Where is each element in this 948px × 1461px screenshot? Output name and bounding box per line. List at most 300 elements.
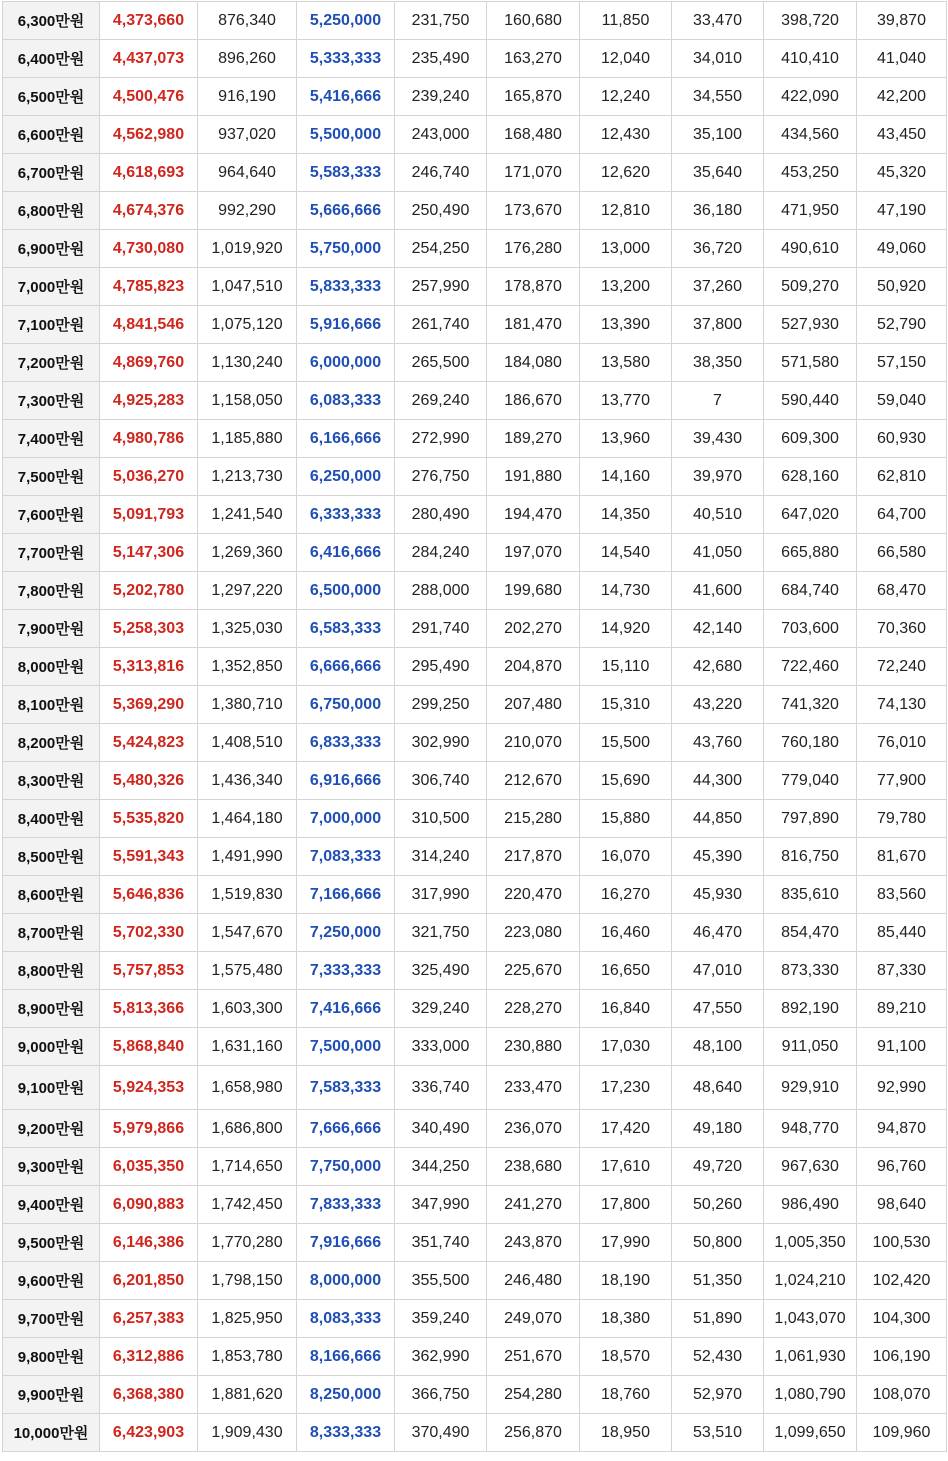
health-insurance-cell: 168,480 — [487, 116, 580, 154]
local-income-tax-cell: 42,200 — [857, 78, 947, 116]
long-term-care-cell: 13,390 — [580, 306, 672, 344]
monthly-gross-cell: 5,250,000 — [297, 2, 395, 40]
employment-insurance-cell: 36,180 — [672, 192, 764, 230]
net-pay-cell: 4,437,073 — [100, 40, 198, 78]
annual-salary-cell: 7,600만원 — [3, 496, 100, 534]
table-row — [3, 1028, 947, 1066]
employment-insurance-cell: 34,010 — [672, 40, 764, 78]
table-row — [3, 724, 947, 762]
monthly-gross-cell: 7,583,333 — [297, 1066, 395, 1110]
total-deduction-cell: 1,241,540 — [198, 496, 297, 534]
national-pension-cell: 243,000 — [395, 116, 487, 154]
local-income-tax-cell: 47,190 — [857, 192, 947, 230]
national-pension-cell: 254,250 — [395, 230, 487, 268]
national-pension-cell: 310,500 — [395, 800, 487, 838]
net-pay-cell: 5,369,290 — [100, 686, 198, 724]
long-term-care-cell: 17,420 — [580, 1110, 672, 1148]
annual-salary-cell: 7,800만원 — [3, 572, 100, 610]
national-pension-cell: 250,490 — [395, 192, 487, 230]
local-income-tax-cell: 62,810 — [857, 458, 947, 496]
net-pay-cell: 4,980,786 — [100, 420, 198, 458]
income-tax-cell: 471,950 — [764, 192, 857, 230]
health-insurance-cell: 197,070 — [487, 534, 580, 572]
employment-insurance-cell: 39,970 — [672, 458, 764, 496]
net-pay-cell: 5,979,866 — [100, 1110, 198, 1148]
local-income-tax-cell: 108,070 — [857, 1376, 947, 1414]
table-row — [3, 914, 947, 952]
long-term-care-cell: 16,270 — [580, 876, 672, 914]
table-row — [3, 1224, 947, 1262]
total-deduction-cell: 1,547,670 — [198, 914, 297, 952]
national-pension-cell: 325,490 — [395, 952, 487, 990]
health-insurance-cell: 176,280 — [487, 230, 580, 268]
net-pay-cell: 4,562,980 — [100, 116, 198, 154]
net-pay-cell: 6,035,350 — [100, 1148, 198, 1186]
monthly-gross-cell: 5,833,333 — [297, 268, 395, 306]
total-deduction-cell: 1,185,880 — [198, 420, 297, 458]
monthly-gross-cell: 6,166,666 — [297, 420, 395, 458]
table-row — [3, 1300, 947, 1338]
employment-insurance-cell: 7 — [672, 382, 764, 420]
net-pay-cell: 4,674,376 — [100, 192, 198, 230]
income-tax-cell: 571,580 — [764, 344, 857, 382]
table-row — [3, 154, 947, 192]
net-pay-cell: 4,500,476 — [100, 78, 198, 116]
long-term-care-cell: 13,580 — [580, 344, 672, 382]
national-pension-cell: 366,750 — [395, 1376, 487, 1414]
table-row — [3, 648, 947, 686]
health-insurance-cell: 181,470 — [487, 306, 580, 344]
health-insurance-cell: 184,080 — [487, 344, 580, 382]
total-deduction-cell: 1,047,510 — [198, 268, 297, 306]
employment-insurance-cell: 48,640 — [672, 1066, 764, 1110]
local-income-tax-cell: 70,360 — [857, 610, 947, 648]
table-row — [3, 534, 947, 572]
income-tax-cell: 609,300 — [764, 420, 857, 458]
health-insurance-cell: 186,670 — [487, 382, 580, 420]
net-pay-cell: 4,730,080 — [100, 230, 198, 268]
income-tax-cell: 1,061,930 — [764, 1338, 857, 1376]
national-pension-cell: 299,250 — [395, 686, 487, 724]
income-tax-cell: 490,610 — [764, 230, 857, 268]
long-term-care-cell: 17,800 — [580, 1186, 672, 1224]
income-tax-cell: 929,910 — [764, 1066, 857, 1110]
net-pay-cell: 6,423,903 — [100, 1414, 198, 1452]
table-row — [3, 838, 947, 876]
income-tax-cell: 410,410 — [764, 40, 857, 78]
total-deduction-cell: 1,491,990 — [198, 838, 297, 876]
national-pension-cell: 265,500 — [395, 344, 487, 382]
total-deduction-cell: 1,352,850 — [198, 648, 297, 686]
total-deduction-cell: 992,290 — [198, 192, 297, 230]
net-pay-cell: 5,147,306 — [100, 534, 198, 572]
employment-insurance-cell: 42,680 — [672, 648, 764, 686]
health-insurance-cell: 233,470 — [487, 1066, 580, 1110]
monthly-gross-cell: 6,000,000 — [297, 344, 395, 382]
monthly-gross-cell: 8,083,333 — [297, 1300, 395, 1338]
monthly-gross-cell: 7,666,666 — [297, 1110, 395, 1148]
total-deduction-cell: 937,020 — [198, 116, 297, 154]
monthly-gross-cell: 8,250,000 — [297, 1376, 395, 1414]
table-row — [3, 1148, 947, 1186]
employment-insurance-cell: 47,010 — [672, 952, 764, 990]
national-pension-cell: 329,240 — [395, 990, 487, 1028]
net-pay-cell: 5,258,303 — [100, 610, 198, 648]
annual-salary-cell: 7,200만원 — [3, 344, 100, 382]
monthly-gross-cell: 6,500,000 — [297, 572, 395, 610]
net-pay-cell: 5,202,780 — [100, 572, 198, 610]
income-tax-cell: 1,099,650 — [764, 1414, 857, 1452]
total-deduction-cell: 1,603,300 — [198, 990, 297, 1028]
national-pension-cell: 359,240 — [395, 1300, 487, 1338]
local-income-tax-cell: 50,920 — [857, 268, 947, 306]
long-term-care-cell: 14,540 — [580, 534, 672, 572]
health-insurance-cell: 204,870 — [487, 648, 580, 686]
table-row — [3, 268, 947, 306]
net-pay-cell: 4,785,823 — [100, 268, 198, 306]
long-term-care-cell: 12,810 — [580, 192, 672, 230]
table-row — [3, 686, 947, 724]
long-term-care-cell: 16,650 — [580, 952, 672, 990]
national-pension-cell: 347,990 — [395, 1186, 487, 1224]
health-insurance-cell: 236,070 — [487, 1110, 580, 1148]
long-term-care-cell: 13,000 — [580, 230, 672, 268]
income-tax-cell: 665,880 — [764, 534, 857, 572]
long-term-care-cell: 17,030 — [580, 1028, 672, 1066]
total-deduction-cell: 1,881,620 — [198, 1376, 297, 1414]
monthly-gross-cell: 5,500,000 — [297, 116, 395, 154]
monthly-gross-cell: 6,750,000 — [297, 686, 395, 724]
monthly-gross-cell: 6,666,666 — [297, 648, 395, 686]
long-term-care-cell: 18,380 — [580, 1300, 672, 1338]
total-deduction-cell: 1,742,450 — [198, 1186, 297, 1224]
local-income-tax-cell: 52,790 — [857, 306, 947, 344]
national-pension-cell: 336,740 — [395, 1066, 487, 1110]
annual-salary-cell: 6,900만원 — [3, 230, 100, 268]
employment-insurance-cell: 47,550 — [672, 990, 764, 1028]
table-row — [3, 1414, 947, 1452]
employment-insurance-cell: 51,890 — [672, 1300, 764, 1338]
table-row — [3, 306, 947, 344]
local-income-tax-cell: 81,670 — [857, 838, 947, 876]
long-term-care-cell: 15,310 — [580, 686, 672, 724]
monthly-gross-cell: 6,833,333 — [297, 724, 395, 762]
local-income-tax-cell: 100,530 — [857, 1224, 947, 1262]
income-tax-cell: 835,610 — [764, 876, 857, 914]
health-insurance-cell: 194,470 — [487, 496, 580, 534]
net-pay-cell: 6,368,380 — [100, 1376, 198, 1414]
table-row — [3, 800, 947, 838]
long-term-care-cell: 14,920 — [580, 610, 672, 648]
annual-salary-cell: 7,400만원 — [3, 420, 100, 458]
monthly-gross-cell: 5,750,000 — [297, 230, 395, 268]
long-term-care-cell: 14,160 — [580, 458, 672, 496]
income-tax-cell: 873,330 — [764, 952, 857, 990]
long-term-care-cell: 18,570 — [580, 1338, 672, 1376]
local-income-tax-cell: 89,210 — [857, 990, 947, 1028]
table-row — [3, 610, 947, 648]
health-insurance-cell: 210,070 — [487, 724, 580, 762]
table-row — [3, 1338, 947, 1376]
employment-insurance-cell: 41,600 — [672, 572, 764, 610]
total-deduction-cell: 1,325,030 — [198, 610, 297, 648]
table-row — [3, 496, 947, 534]
employment-insurance-cell: 49,180 — [672, 1110, 764, 1148]
monthly-gross-cell: 5,416,666 — [297, 78, 395, 116]
health-insurance-cell: 189,270 — [487, 420, 580, 458]
long-term-care-cell: 15,880 — [580, 800, 672, 838]
employment-insurance-cell: 41,050 — [672, 534, 764, 572]
monthly-gross-cell: 7,083,333 — [297, 838, 395, 876]
annual-salary-cell: 6,800만원 — [3, 192, 100, 230]
national-pension-cell: 355,500 — [395, 1262, 487, 1300]
table-row — [3, 1066, 947, 1110]
health-insurance-cell: 256,870 — [487, 1414, 580, 1452]
monthly-gross-cell: 6,083,333 — [297, 382, 395, 420]
annual-salary-cell: 9,500만원 — [3, 1224, 100, 1262]
monthly-gross-cell: 5,583,333 — [297, 154, 395, 192]
total-deduction-cell: 1,798,150 — [198, 1262, 297, 1300]
annual-salary-cell: 7,500만원 — [3, 458, 100, 496]
national-pension-cell: 284,240 — [395, 534, 487, 572]
monthly-gross-cell: 7,166,666 — [297, 876, 395, 914]
long-term-care-cell: 11,850 — [580, 2, 672, 40]
annual-salary-cell: 7,900만원 — [3, 610, 100, 648]
local-income-tax-cell: 109,960 — [857, 1414, 947, 1452]
annual-salary-cell: 6,500만원 — [3, 78, 100, 116]
employment-insurance-cell: 36,720 — [672, 230, 764, 268]
local-income-tax-cell: 74,130 — [857, 686, 947, 724]
monthly-gross-cell: 7,750,000 — [297, 1148, 395, 1186]
long-term-care-cell: 12,240 — [580, 78, 672, 116]
annual-salary-cell: 8,600만원 — [3, 876, 100, 914]
long-term-care-cell: 12,040 — [580, 40, 672, 78]
health-insurance-cell: 254,280 — [487, 1376, 580, 1414]
total-deduction-cell: 1,464,180 — [198, 800, 297, 838]
table-row — [3, 78, 947, 116]
local-income-tax-cell: 76,010 — [857, 724, 947, 762]
total-deduction-cell: 1,686,800 — [198, 1110, 297, 1148]
annual-salary-cell: 7,300만원 — [3, 382, 100, 420]
local-income-tax-cell: 77,900 — [857, 762, 947, 800]
national-pension-cell: 351,740 — [395, 1224, 487, 1262]
annual-salary-cell: 9,300만원 — [3, 1148, 100, 1186]
annual-salary-cell: 6,400만원 — [3, 40, 100, 78]
annual-salary-cell: 6,600만원 — [3, 116, 100, 154]
long-term-care-cell: 14,350 — [580, 496, 672, 534]
local-income-tax-cell: 68,470 — [857, 572, 947, 610]
health-insurance-cell: 241,270 — [487, 1186, 580, 1224]
table-row — [3, 116, 947, 154]
local-income-tax-cell: 102,420 — [857, 1262, 947, 1300]
local-income-tax-cell: 41,040 — [857, 40, 947, 78]
long-term-care-cell: 17,230 — [580, 1066, 672, 1110]
employment-insurance-cell: 52,430 — [672, 1338, 764, 1376]
annual-salary-cell: 9,400만원 — [3, 1186, 100, 1224]
total-deduction-cell: 1,213,730 — [198, 458, 297, 496]
health-insurance-cell: 228,270 — [487, 990, 580, 1028]
income-tax-cell: 722,460 — [764, 648, 857, 686]
long-term-care-cell: 18,190 — [580, 1262, 672, 1300]
net-pay-cell: 4,925,283 — [100, 382, 198, 420]
employment-insurance-cell: 51,350 — [672, 1262, 764, 1300]
monthly-gross-cell: 7,250,000 — [297, 914, 395, 952]
annual-salary-cell: 8,500만원 — [3, 838, 100, 876]
employment-insurance-cell: 49,720 — [672, 1148, 764, 1186]
monthly-gross-cell: 6,416,666 — [297, 534, 395, 572]
total-deduction-cell: 1,436,340 — [198, 762, 297, 800]
income-tax-cell: 948,770 — [764, 1110, 857, 1148]
total-deduction-cell: 1,130,240 — [198, 344, 297, 382]
income-tax-cell: 986,490 — [764, 1186, 857, 1224]
net-pay-cell: 6,090,883 — [100, 1186, 198, 1224]
total-deduction-cell: 1,631,160 — [198, 1028, 297, 1066]
income-tax-cell: 797,890 — [764, 800, 857, 838]
net-pay-cell: 4,841,546 — [100, 306, 198, 344]
employment-insurance-cell: 48,100 — [672, 1028, 764, 1066]
long-term-care-cell: 15,690 — [580, 762, 672, 800]
national-pension-cell: 302,990 — [395, 724, 487, 762]
annual-salary-cell: 8,900만원 — [3, 990, 100, 1028]
national-pension-cell: 288,000 — [395, 572, 487, 610]
local-income-tax-cell: 104,300 — [857, 1300, 947, 1338]
local-income-tax-cell: 59,040 — [857, 382, 947, 420]
total-deduction-cell: 1,519,830 — [198, 876, 297, 914]
table-row — [3, 990, 947, 1028]
national-pension-cell: 333,000 — [395, 1028, 487, 1066]
health-insurance-cell: 173,670 — [487, 192, 580, 230]
health-insurance-cell: 178,870 — [487, 268, 580, 306]
local-income-tax-cell: 49,060 — [857, 230, 947, 268]
monthly-gross-cell: 6,916,666 — [297, 762, 395, 800]
net-pay-cell: 4,618,693 — [100, 154, 198, 192]
table-row — [3, 2, 947, 40]
income-tax-cell: 967,630 — [764, 1148, 857, 1186]
health-insurance-cell: 207,480 — [487, 686, 580, 724]
table-row — [3, 192, 947, 230]
net-pay-cell: 4,373,660 — [100, 2, 198, 40]
long-term-care-cell: 14,730 — [580, 572, 672, 610]
long-term-care-cell: 16,070 — [580, 838, 672, 876]
annual-salary-cell: 9,100만원 — [3, 1066, 100, 1110]
table-row — [3, 1110, 947, 1148]
table-row — [3, 952, 947, 990]
net-pay-cell: 5,480,326 — [100, 762, 198, 800]
income-tax-cell: 911,050 — [764, 1028, 857, 1066]
national-pension-cell: 362,990 — [395, 1338, 487, 1376]
total-deduction-cell: 1,853,780 — [198, 1338, 297, 1376]
national-pension-cell: 276,750 — [395, 458, 487, 496]
annual-salary-cell: 9,700만원 — [3, 1300, 100, 1338]
table-row — [3, 420, 947, 458]
table-row — [3, 762, 947, 800]
local-income-tax-cell: 64,700 — [857, 496, 947, 534]
local-income-tax-cell: 83,560 — [857, 876, 947, 914]
health-insurance-cell: 163,270 — [487, 40, 580, 78]
health-insurance-cell: 212,670 — [487, 762, 580, 800]
net-pay-cell: 4,869,760 — [100, 344, 198, 382]
income-tax-cell: 1,005,350 — [764, 1224, 857, 1262]
long-term-care-cell: 15,500 — [580, 724, 672, 762]
total-deduction-cell: 964,640 — [198, 154, 297, 192]
total-deduction-cell: 1,075,120 — [198, 306, 297, 344]
total-deduction-cell: 1,575,480 — [198, 952, 297, 990]
total-deduction-cell: 1,158,050 — [198, 382, 297, 420]
income-tax-cell: 779,040 — [764, 762, 857, 800]
employment-insurance-cell: 44,850 — [672, 800, 764, 838]
income-tax-cell: 703,600 — [764, 610, 857, 648]
long-term-care-cell: 18,760 — [580, 1376, 672, 1414]
income-tax-cell: 647,020 — [764, 496, 857, 534]
national-pension-cell: 272,990 — [395, 420, 487, 458]
national-pension-cell: 261,740 — [395, 306, 487, 344]
national-pension-cell: 235,490 — [395, 40, 487, 78]
employment-insurance-cell: 44,300 — [672, 762, 764, 800]
employment-insurance-cell: 42,140 — [672, 610, 764, 648]
national-pension-cell: 340,490 — [395, 1110, 487, 1148]
health-insurance-cell: 230,880 — [487, 1028, 580, 1066]
income-tax-cell: 628,160 — [764, 458, 857, 496]
employment-insurance-cell: 46,470 — [672, 914, 764, 952]
monthly-gross-cell: 7,833,333 — [297, 1186, 395, 1224]
health-insurance-cell: 165,870 — [487, 78, 580, 116]
net-pay-cell: 6,257,383 — [100, 1300, 198, 1338]
long-term-care-cell: 13,200 — [580, 268, 672, 306]
employment-insurance-cell: 52,970 — [672, 1376, 764, 1414]
health-insurance-cell: 243,870 — [487, 1224, 580, 1262]
income-tax-cell: 422,090 — [764, 78, 857, 116]
local-income-tax-cell: 39,870 — [857, 2, 947, 40]
income-tax-cell: 854,470 — [764, 914, 857, 952]
net-pay-cell: 6,201,850 — [100, 1262, 198, 1300]
table-row — [3, 572, 947, 610]
monthly-gross-cell: 5,916,666 — [297, 306, 395, 344]
employment-insurance-cell: 50,260 — [672, 1186, 764, 1224]
national-pension-cell: 306,740 — [395, 762, 487, 800]
annual-salary-cell: 8,100만원 — [3, 686, 100, 724]
income-tax-cell: 892,190 — [764, 990, 857, 1028]
local-income-tax-cell: 85,440 — [857, 914, 947, 952]
table-row — [3, 458, 947, 496]
health-insurance-cell: 246,480 — [487, 1262, 580, 1300]
net-pay-cell: 5,313,816 — [100, 648, 198, 686]
net-pay-cell: 6,146,386 — [100, 1224, 198, 1262]
health-insurance-cell: 249,070 — [487, 1300, 580, 1338]
net-pay-cell: 5,646,836 — [100, 876, 198, 914]
health-insurance-cell: 171,070 — [487, 154, 580, 192]
health-insurance-cell: 238,680 — [487, 1148, 580, 1186]
annual-salary-cell: 7,100만원 — [3, 306, 100, 344]
national-pension-cell: 246,740 — [395, 154, 487, 192]
local-income-tax-cell: 91,100 — [857, 1028, 947, 1066]
monthly-gross-cell: 7,000,000 — [297, 800, 395, 838]
local-income-tax-cell: 57,150 — [857, 344, 947, 382]
monthly-gross-cell: 8,166,666 — [297, 1338, 395, 1376]
health-insurance-cell: 220,470 — [487, 876, 580, 914]
long-term-care-cell: 17,990 — [580, 1224, 672, 1262]
income-tax-cell: 741,320 — [764, 686, 857, 724]
net-pay-cell: 5,424,823 — [100, 724, 198, 762]
income-tax-cell: 590,440 — [764, 382, 857, 420]
income-tax-cell: 398,720 — [764, 2, 857, 40]
annual-salary-cell: 8,200만원 — [3, 724, 100, 762]
table-row — [3, 876, 947, 914]
national-pension-cell: 344,250 — [395, 1148, 487, 1186]
health-insurance-cell: 251,670 — [487, 1338, 580, 1376]
local-income-tax-cell: 66,580 — [857, 534, 947, 572]
local-income-tax-cell: 87,330 — [857, 952, 947, 990]
total-deduction-cell: 916,190 — [198, 78, 297, 116]
